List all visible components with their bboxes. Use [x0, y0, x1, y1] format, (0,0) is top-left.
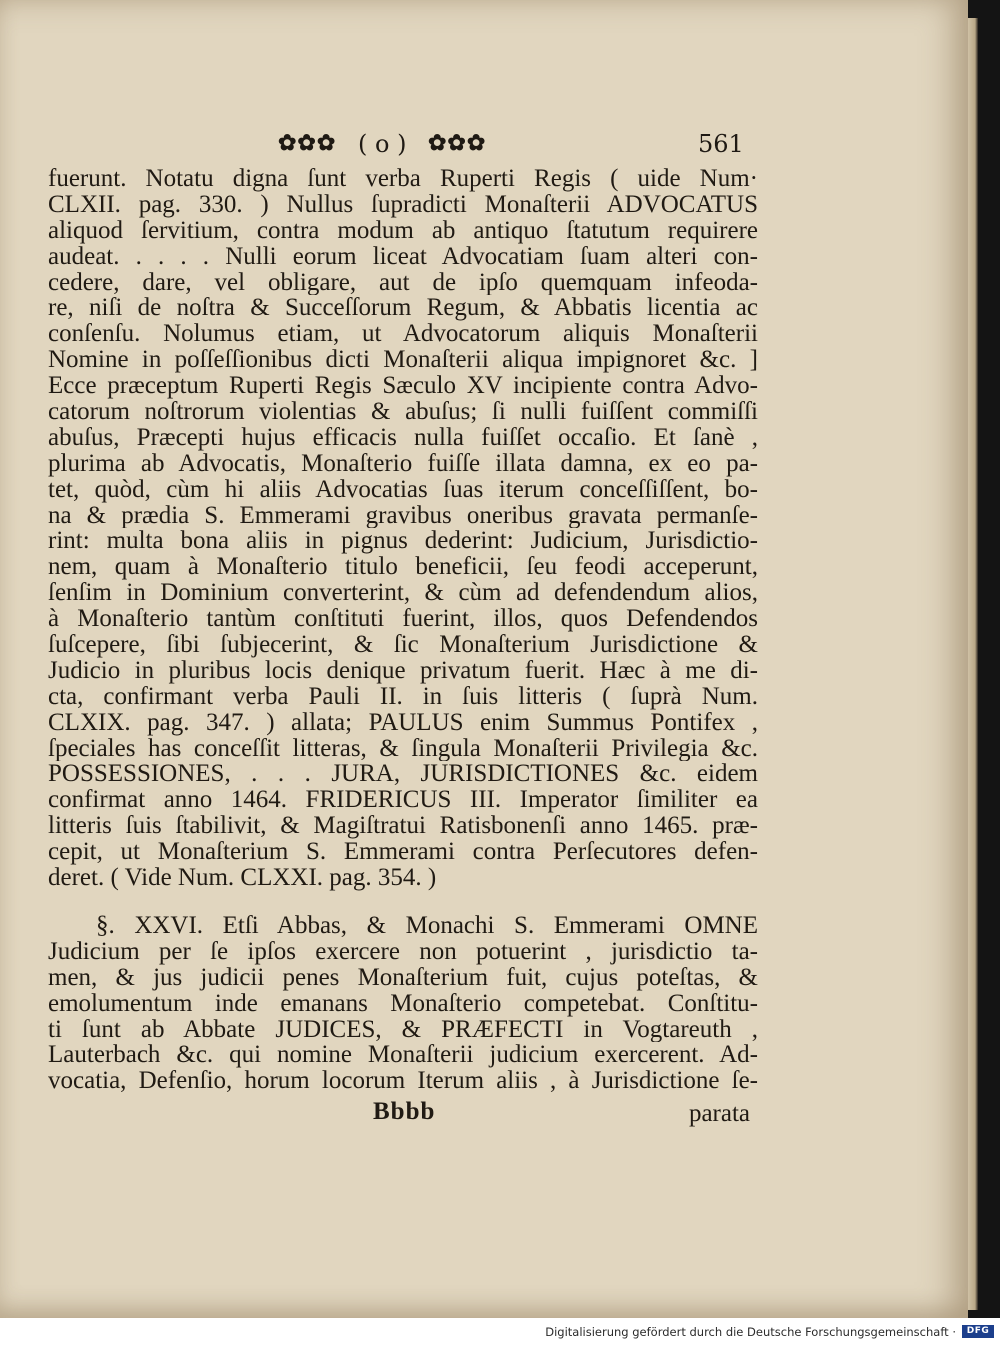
- running-header: [250, 128, 750, 164]
- text-line: abuſus, Præcepti hujus efficacis nulla fuiſſet occaſio. Et ſanè ,: [48, 424, 758, 451]
- text-line: CLXIX. pag. 347. ) allata; PAULUS enim Summus Pontifex ,: [48, 709, 758, 736]
- text-line: confirmat anno 1464. FRIDERICUS III. Imperator ſimiliter ea: [48, 787, 758, 814]
- text-line: aliquod ſervitium, contra modum ab antiquo ſtatutum requirere: [48, 217, 758, 244]
- header-folio-mark: ( o ): [358, 130, 407, 158]
- text-line: ſpeciales has conceſſit litteras, & ſingula Monaſterii Privilegia &c.: [48, 735, 758, 762]
- text-line: Judicium per ſe ipſos exercere non potuerint , jurisdictio ta-: [48, 938, 758, 965]
- text-line: Nomine in poſſeſſionibus dicti Monaſterii aliqua impignoret &c. ]: [48, 347, 758, 374]
- header-ornament-left: ✿✿✿: [278, 130, 337, 156]
- text-line: ti ſunt ab Abbate JUDICES, & PRÆFECTI in Vogtareuth ,: [48, 1016, 758, 1043]
- text-line: fuerunt. Notatu digna ſunt verba Ruperti Regis ( uide Num·: [48, 166, 758, 192]
- text-line: audeat. . . . . Nulli eorum liceat Advocatiam ſuam alteri con-: [48, 243, 758, 270]
- header-ornament-right: ✿✿✿: [428, 130, 487, 156]
- dfg-logo-icon: DFG: [962, 1325, 994, 1338]
- funding-credit: Digitalisierung gefördert durch die Deutsche Forschungsgemeinschaft ·: [545, 1325, 956, 1339]
- text-line: plurima ab Advocatis, Monaſterio fuiſſe illata damna, ex eo pa-: [48, 450, 758, 477]
- page-footer: [48, 1098, 758, 1128]
- text-line: CLXII. pag. 330. ) Nullus ſupradicti Monaſterii ADVOCATUS: [48, 191, 758, 218]
- page-number: 561: [698, 130, 744, 158]
- text-line: à Monaſterio tantùm conſtituti fuerint, illos, quos Defendendos: [48, 606, 758, 633]
- body-text: [48, 166, 758, 1094]
- paragraph: [48, 166, 758, 891]
- paragraph-gap: [48, 891, 758, 913]
- text-line: tet, quòd, cùm hi aliis Advocatias ſuas iterum conceſſiſſent, bo-: [48, 476, 758, 503]
- text-line: cedere, dare, vel obligare, aut de ipſo quemquam infeoda-: [48, 269, 758, 296]
- text-line: Lauterbach &c. qui nomine Monaſterii judicium exercerent. Ad-: [48, 1042, 758, 1069]
- text-line: cepit, ut Monaſterium S. Emmerami contra Perſecutores defen-: [48, 839, 758, 866]
- text-line: nem, quam à Monaſterio titulo beneficii, ſeu feodi acceperunt,: [48, 554, 758, 581]
- text-line: deret. ( Vide Num. CLXXI. pag. 354. ): [48, 865, 437, 891]
- text-line: rint: multa bona aliis in pignus dederint: Judicium, Jurisdictio-: [48, 528, 758, 555]
- catchword: parata: [688, 1100, 750, 1127]
- text-line: litteris ſuis ſtabilivit, & Magiſtratui Ratisbonenſi anno 1465. præ-: [48, 813, 758, 840]
- text-line: Judicio in pluribus locis denique privatum fuerit. Hæc à me di-: [48, 657, 758, 684]
- text-line: re, niſi de noſtra & Succeſſorum Regum, & Abbatis licentia ac: [48, 295, 758, 322]
- signature-mark: Bbbb: [373, 1098, 436, 1125]
- page-edge: [968, 18, 978, 1310]
- text-line: §. XXVI. Etſi Abbas, & Monachi S. Emmerami OMNE: [96, 912, 758, 939]
- text-line: POSSESSIONES, . . . JURA, JURISDICTIONES &c. eidem: [48, 761, 758, 788]
- text-line: vocatia, Defenſio, horum locorum Iterum aliis , à Jurisdictione ſe-: [48, 1068, 758, 1095]
- text-line: cta, confirmant verba Pauli II. in ſuis litteris ( ſuprà Num.: [48, 683, 758, 710]
- text-line: na & prædia S. Emmerami gravibus oneribus gravata permanſe-: [48, 502, 758, 529]
- text-line: ſuſcepere, ſibi ſubjecerint, & ſic Monaſterium Jurisdictione &: [48, 632, 758, 658]
- text-line: emolumentum inde emanans Monaſterio competebat. Conſtitu-: [48, 990, 758, 1017]
- text-line: ſenſim in Dominium converterint, & cùm ad defendendum alios,: [48, 580, 758, 607]
- text-line: catorum noſtrorum violentias & abuſus; ſi nulli fuiſſent commiſſi: [48, 399, 758, 425]
- credit-bar: [0, 1318, 1000, 1347]
- paragraph: [48, 913, 758, 1094]
- text-line: men, & jus judicii penes Monaſterium fuit, cujus poteſtas, &: [48, 964, 758, 991]
- text-line: conſenſu. Nolumus etiam, ut Advocatorum aliquis Monaſterii: [48, 321, 758, 348]
- text-line: Ecce præceptum Ruperti Regis Sæculo XV incipiente contra Advo-: [48, 373, 758, 400]
